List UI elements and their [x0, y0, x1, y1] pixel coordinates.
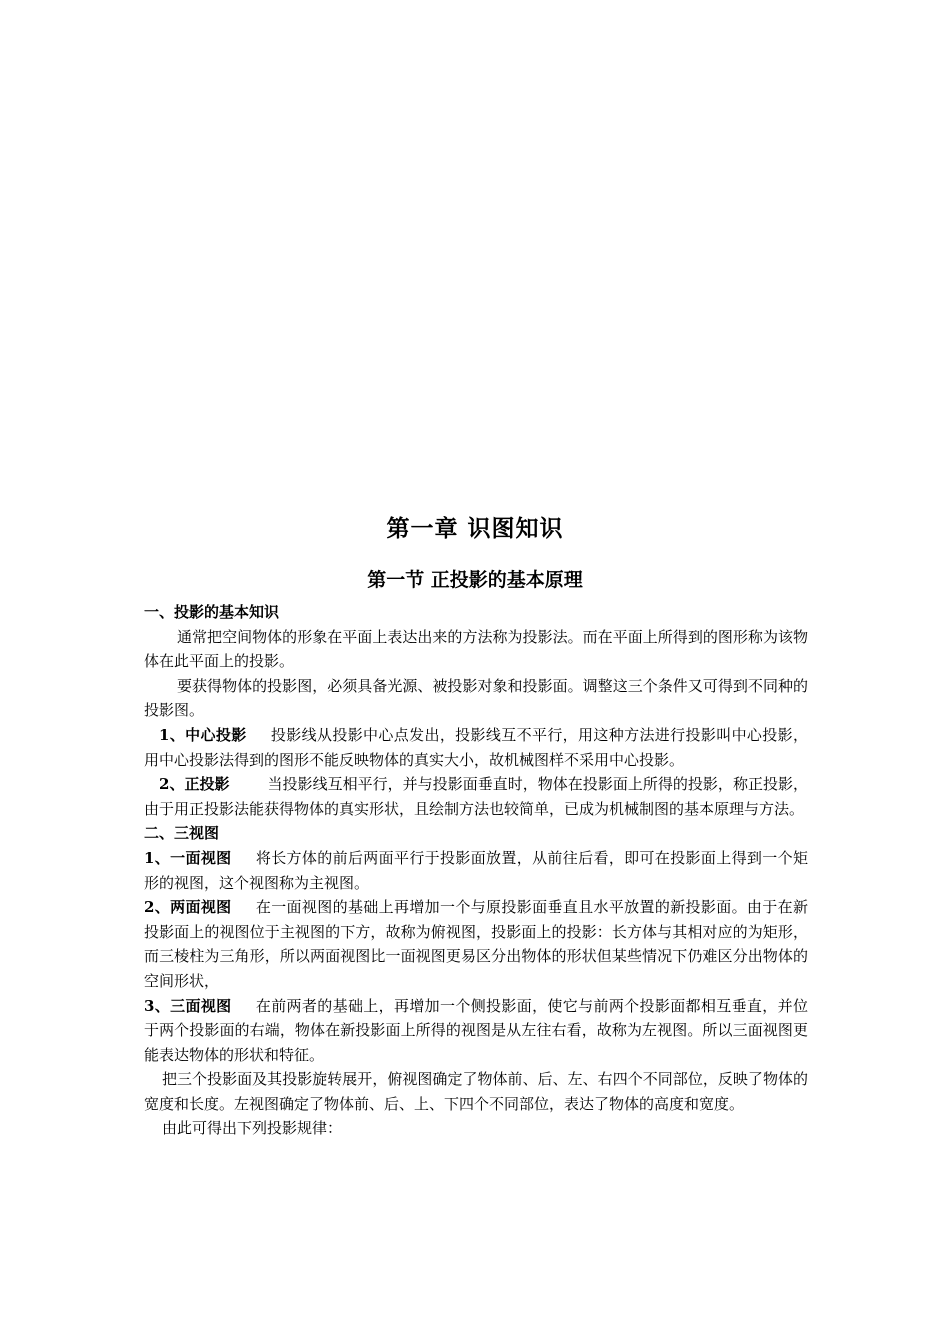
- text-central-projection: 投影线从投影中心点发出，投影线互不平行，用这种方法进行投影叫中心投影，用中心投影法得到的图形不能反映物体的真实大小，故机械图样不采用中心投影。: [144, 725, 808, 769]
- paragraph-two-views: [144, 895, 808, 993]
- chapter-title: 第一章 识图知识: [386, 515, 564, 542]
- text-orthographic-projection: 当投影线互相平行，并与投影面垂直时，物体在投影面上所得的投影，称正投影，由于用正投影法能获得物体的真实形状，且绘制方法也较简单，已成为机械制图的基本原理与方法。: [144, 775, 808, 818]
- term-three-views: 3、三面视图: [144, 996, 232, 1015]
- body-text: [144, 600, 808, 1141]
- paragraph-orthographic-projection: [144, 772, 808, 821]
- text-two-views: 在一面视图的基础上再增加一个与原投影面垂直且水平放置的新投影面。由于在新投影面上的视图位于主视图的下方，故称为俯视图，投影面上的投影：长方体与其相对应的为矩形，而三棱柱为三角形，所以两面视图比一面视图更易区分出物体的形状但某些情况下仍难区分出物体的空间形状，: [144, 898, 808, 990]
- paragraph-projection-conditions: 要获得物体的投影图，必须具备光源、被投影对象和投影面。调整这三个条件又可得到不同种的投影图。: [144, 676, 808, 720]
- paragraph-unfold-views: 把三个投影面及其投影旋转展开，俯视图确定了物体前、后、左、右四个不同部位，反映了物体的宽度和长度。左视图确定了物体前、后、上、下四个不同部位，表达了物体的高度和宽度。: [144, 1070, 808, 1113]
- text-one-view: 将长方体的前后两面平行于投影面放置，从前往后看，即可在投影面上得到一个矩形的视图，这个视图称为主视图。: [144, 848, 808, 892]
- paragraph-projection-rules: 由此可得出下列投影规律：: [162, 1119, 343, 1138]
- paragraph-one-view: [144, 846, 808, 895]
- heading-three-views: 二、三视图: [144, 824, 220, 843]
- section-title: 第一节 正投影的基本原理: [367, 569, 583, 591]
- term-two-views: 2、两面视图: [144, 898, 232, 917]
- heading-projection-basics: 一、投影的基本知识: [144, 603, 280, 621]
- text-three-views: 在前两者的基础上，再增加一个侧投影面，使它与前两个投影面都相互垂直，并位于两个投影面的右端，物体在新投影面上所得的视图是从左往右看，故称为左视图。所以三面视图更能表达物体的形状和特征。: [144, 996, 808, 1064]
- term-central-projection: 1、中心投影: [159, 725, 247, 744]
- term-orthographic-projection: 2、正投影: [159, 775, 230, 794]
- paragraph-three-views: [144, 994, 808, 1068]
- paragraph-central-projection: [144, 723, 808, 772]
- paragraph-projection-definition: 通常把空间物体的形象在平面上表达出来的方法称为投影法。而在平面上所得到的图形称为该物体在此平面上的投影。: [144, 627, 808, 671]
- term-one-view: 1、一面视图: [144, 848, 232, 867]
